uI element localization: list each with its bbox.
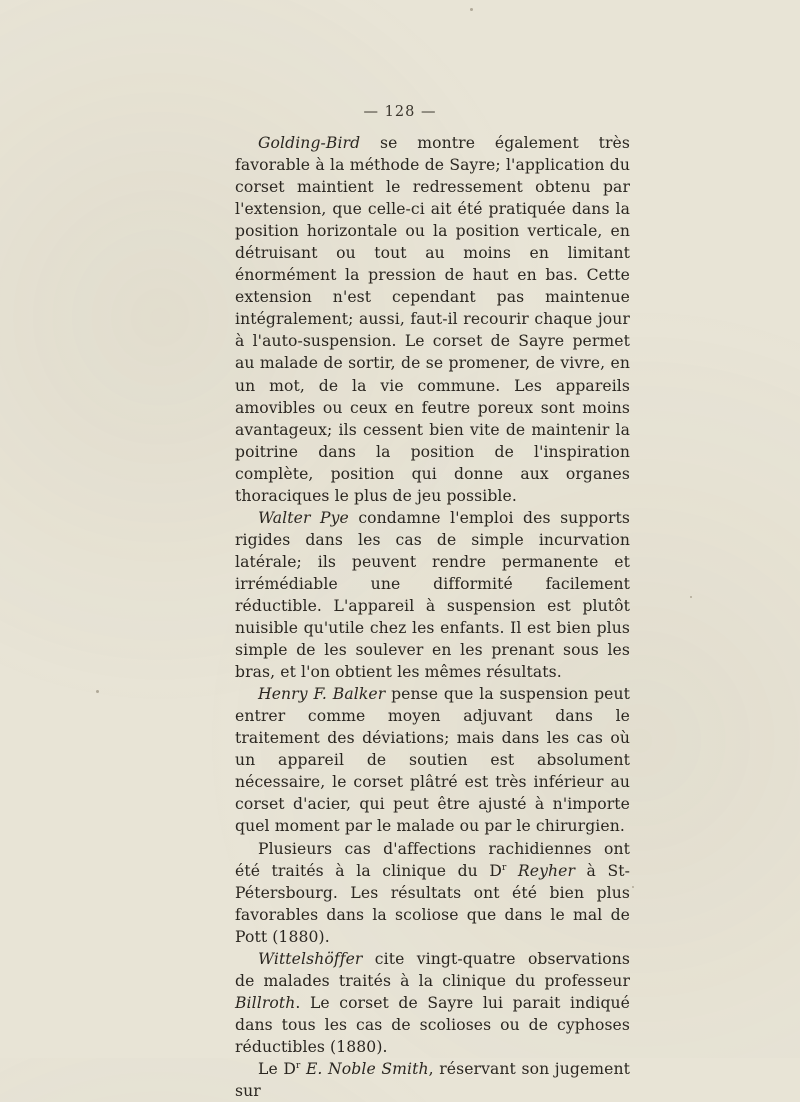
author-name: Walter Pye	[258, 508, 349, 527]
author-name: Reyher	[517, 861, 576, 880]
paragraph-reyher	[235, 838, 630, 948]
body-text	[235, 132, 630, 1102]
page-number: — 128 —	[363, 104, 437, 120]
author-name: Wittelshöffer	[258, 949, 363, 968]
paper-speck	[96, 690, 99, 693]
author-name: Billroth	[235, 993, 296, 1012]
paragraph-text: pense que la suspension peut entrer comme moyen adjuvant dans le traitement des déviations; mais dans les cas où un appareil de soutien est absolument nécessaire, le corset plâtré est très inférieur au corset d'acier, qui peut être ajusté à n'importe quel moment par le malade ou par le chirurgien.	[235, 685, 630, 836]
paragraph-text: condamne l'emploi des supports rigides dans les cas de simple incurvation latérale; ils peuvent rendre permanente et irrémédiable une difformité facilement réductible. L'appareil à suspension est plutôt nuisible qu'utile chez les enfants. Il est bien plus simple de les soulever en les prenant sous les bras, et l'on obtient les mêmes résultats.	[235, 508, 630, 682]
paragraph-text: à St-Pétersbourg. Les résultats ont été bien plus favorables dans la scoliose que dans le mal de Pott (1880).	[235, 861, 631, 946]
paragraph-golding-bird	[235, 132, 630, 507]
author-name: Henry F. Balker	[258, 685, 386, 704]
paper-speck	[690, 596, 692, 598]
author-name: Golding-Bird	[258, 134, 361, 152]
paragraph-wittelshoffer	[235, 948, 630, 1058]
author-name: E. Noble Smith	[305, 1059, 429, 1078]
paragraph-henry-balker	[235, 683, 630, 837]
superscript: r	[295, 1060, 301, 1071]
paragraph-text: Le D	[258, 1059, 296, 1078]
paragraph-text: se montre également très favorable à la méthode de Sayre; l'application du corset maintient le redressement obtenu par l'extension, que celle-ci ait été pratiquée dans la position horizontale ou la position verticale, en détruisant ou tout au moins en limitant énormément la pression de haut en bas. Cette extension n'est cependant pas maintenue intégralement; aussi, faut-il recourir chaque jour à l'auto-suspension. Le corset de Sayre permet au malade de sortir, de se promener, de vivre, en un mot, de la vie commune. Les appareils amovibles ou ceux en feutre poreux sont moins avantageux; ils cessent bien vite de maintenir la poitrine dans la position de l'inspiration complète, position qui donne aux organes thoraciques le plus de jeu possible.	[235, 134, 630, 505]
paragraph-text: Plusieurs cas d'affections rachidiennes ont été traités à la clinique du D	[235, 839, 630, 880]
paragraph-text: . Le corset de Sayre lui parait indiqué dans tous les cas de scolioses ou de cyphoses réductibles (1880).	[235, 993, 630, 1056]
paragraph-noble-smith	[235, 1058, 630, 1102]
superscript: r	[501, 862, 507, 873]
paragraph-text: , réservant son jugement sur	[235, 1059, 630, 1101]
paragraph-walter-pye	[235, 507, 630, 683]
paragraph-text: cite vingt-quatre observations de malades traités à la clinique du professeur	[235, 949, 630, 990]
paper-speck	[470, 8, 473, 11]
paper-speck	[632, 886, 634, 888]
